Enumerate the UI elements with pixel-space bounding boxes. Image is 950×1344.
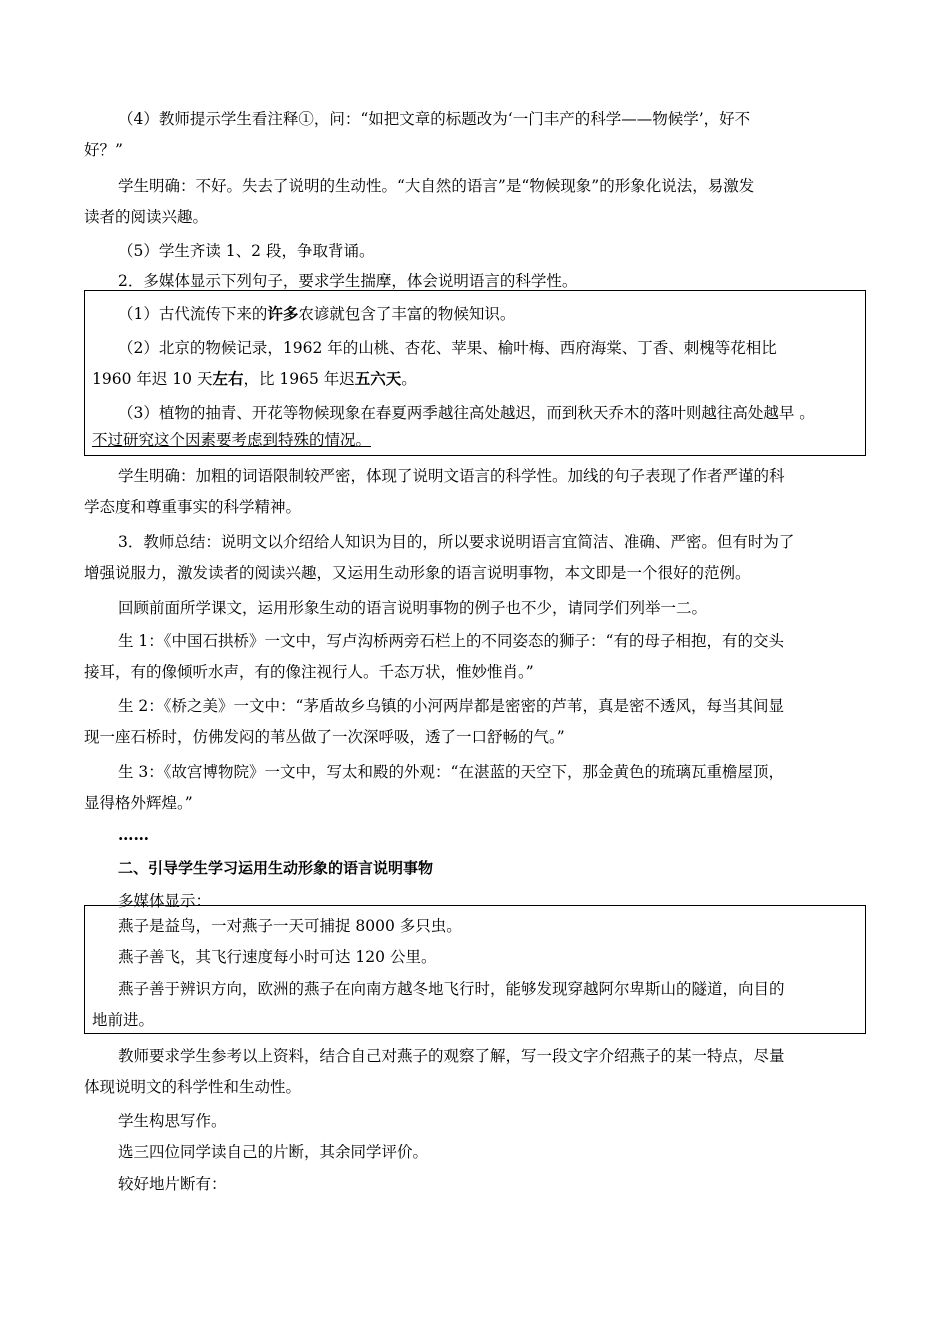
paragraph-student-3: 生 3：《故宫博物院》一文中，写太和殿的外观：“在湛蓝的天空下，那金黄色的琉璃瓦重檐屋顶， [118, 763, 784, 781]
paragraph-teacher-question-cont: 好？” [84, 141, 123, 159]
section-heading: 二、引导学生学习运用生动形象的语言说明事物 [118, 859, 434, 877]
paragraph-student-2: 生 2：《桥之美》一文中：“茅盾故乡乌镇的小河两岸都是密密的芦苇，真是密不透风，每当其间显 [118, 697, 784, 715]
paragraph-student-answer-cont: 读者的阅读兴趣。 [84, 208, 209, 226]
ellipsis: …… [118, 825, 149, 844]
bold-word: 许多 [267, 304, 299, 323]
paragraph-multimedia-display: 多媒体显示： [118, 892, 212, 910]
bold-word: 五六天 [354, 369, 402, 388]
paragraph-teacher-request: 教师要求学生参考以上资料，结合自己对燕子的观察了解，写一段文字介绍燕子的某一特点，尽量 [118, 1047, 785, 1065]
paragraph-student-writing: 学生构思写作。 [118, 1112, 227, 1130]
paragraph-student-3-cont: 显得格外辉煌。” [84, 794, 193, 812]
paragraph-student-1-cont: 接耳，有的像倾听水声，有的像注视行人。千态万状，惟妙惟肖。” [84, 663, 534, 681]
paragraph-teacher-question: （4）教师提示学生看注释①，问：“如把文章的标题改为‘一门丰产的科学——物候学’，好不 [118, 110, 751, 128]
paragraph-teacher-summary-cont: 增强说服力，激发读者的阅读兴趣，又运用生动形象的语言说明事物，本文即是一个很好的范例。 [84, 564, 751, 582]
paragraph-student-1: 生 1：《中国石拱桥》一文中，写卢沟桥两旁石栏上的不同姿态的狮子：“有的母子相抱，有的交头 [118, 632, 784, 650]
paragraph-multimedia-sentences: 2．多媒体显示下列句子，要求学生揣摩，体会说明语言的科学性。 [118, 272, 578, 290]
box2-fact-1: 燕子是益鸟，一对燕子一天可捕捉 8000 多只虫。 [118, 917, 462, 935]
paragraph-teacher-summary: 3．教师总结：说明文以介绍给人知识为目的，所以要求说明语言宜简洁、准确、严密。但有时为了 [118, 533, 795, 551]
paragraph-good-fragments: 较好地片断有： [118, 1175, 227, 1193]
paragraph-student-answer: 学生明确：不好。失去了说明的生动性。“大自然的语言”是“物候现象”的形象化说法，易激发 [118, 177, 755, 195]
paragraph-student-2-cont: 现一座石桥时，仿佛发闷的苇丛做了一次深呼吸，透了一口舒畅的气。” [84, 728, 565, 746]
box-sentence-3: （3）植物的抽青、开花等物候现象在春夏两季越往高处越迟，而到秋天乔木的落叶则越往高处越早 。 [118, 404, 815, 422]
paragraph-reading-evaluation: 选三四位同学读自己的片断，其余同学评价。 [118, 1143, 429, 1161]
box2-fact-3: 燕子善于辨识方向，欧洲的燕子在向南方越冬地飞行时，能够发现穿越阿尔卑斯山的隧道，向目的 [118, 980, 785, 998]
box-sentence-1: （1）古代流传下来的许多农谚就包含了丰富的物候知识。 [118, 304, 516, 323]
box-sentence-2-cont: 1960 年迟 10 天左右，比 1965 年迟五六天。 [92, 369, 417, 388]
paragraph-review: 回顾前面所学课文，运用形象生动的语言说明事物的例子也不少，请同学们列举一二。 [118, 599, 708, 617]
box-sentence-2: （2）北京的物候记录，1962 年的山桃、杏花、苹果、榆叶梅、西府海棠、丁香、刺槐等花相比 [118, 339, 777, 357]
box-sentence-3-underlined: 不过研究这个因素要考虑到特殊的情况。 [92, 431, 372, 449]
paragraph-student-clarify-cont: 学态度和尊重事实的科学精神。 [84, 498, 302, 516]
paragraph-teacher-request-cont: 体现说明文的科学性和生动性。 [84, 1078, 302, 1096]
paragraph-student-clarify: 学生明确：加粗的词语限制较严密，体现了说明文语言的科学性。加线的句子表现了作者严谨的科 [118, 467, 785, 485]
box2-fact-2: 燕子善飞，其飞行速度每小时可达 120 公里。 [118, 948, 437, 966]
box2-fact-3-cont: 地前进。 [92, 1011, 155, 1029]
paragraph-recite: （5）学生齐读 1、2 段，争取背诵。 [118, 242, 375, 260]
bold-word: 左右 [212, 369, 244, 388]
